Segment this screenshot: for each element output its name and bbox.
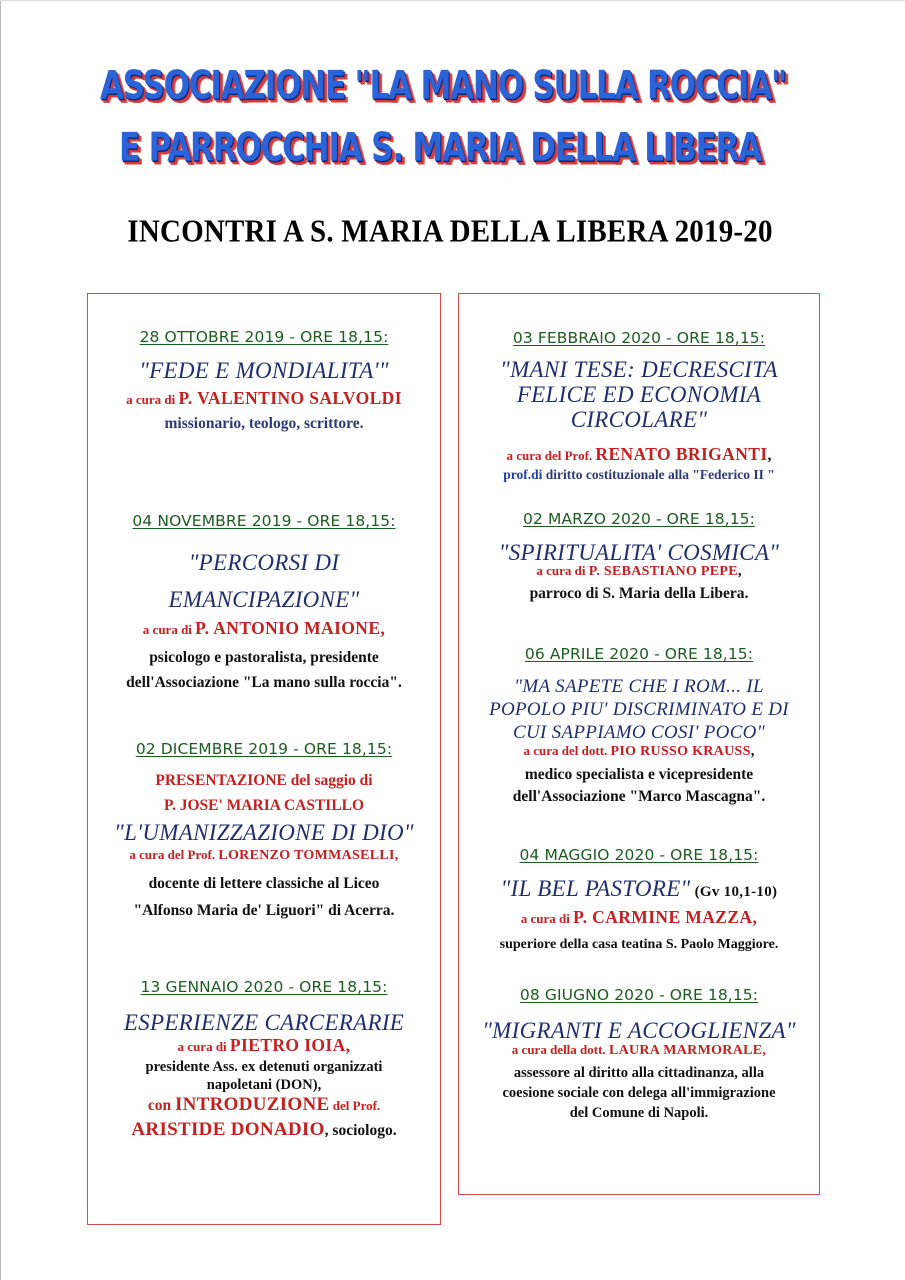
event-date: 02 DICEMBRE 2019 - ORE 18,15:: [135, 740, 393, 758]
event-description: [88, 645, 440, 695]
event-title-line: "MA SAPETE CHE I ROM... IL: [514, 676, 764, 697]
event-may-2020: [459, 846, 819, 957]
header-line-1: ASSOCIAZIONE "LA MANO SULLA ROCCIA": [100, 63, 786, 109]
intro-del: del Prof.: [329, 1098, 381, 1113]
event-date: 04 MAGGIO 2020 - ORE 18,15:: [519, 846, 759, 864]
desc-prof: prof.di: [503, 467, 543, 482]
event-curator: [88, 1035, 440, 1056]
desc-rest: diritto costituzionale alla "Federico II ": [542, 467, 775, 482]
curator-prefix: a cura di: [126, 392, 179, 407]
event-date: 28 OTTOBRE 2019 - ORE 18,15:: [139, 328, 389, 346]
curator-name: P. SEBASTIANO PEPE: [588, 564, 738, 579]
event-curator: [459, 563, 819, 580]
curator-name: RENATO BRIGANTI: [595, 444, 768, 464]
curator-prefix: a cura del Prof.: [129, 847, 219, 862]
intro-tail: , sociologo.: [324, 1122, 397, 1139]
event-nov-2019: [88, 512, 440, 695]
event-title: "FEDE E MONDIALITA'": [139, 358, 389, 383]
event-apr-2020: [459, 645, 819, 808]
event-curator: [88, 388, 440, 409]
curator-name: P. CARMINE MAZZA,: [573, 907, 758, 927]
event-curator: [88, 847, 440, 864]
event-curator: [459, 907, 819, 928]
event-title: ESPERIENZE CARCERARIE: [123, 1010, 405, 1035]
desc-line: dell'Associazione "La mano sulla roccia".: [126, 674, 402, 691]
event-title-line: CIRCOLARE": [570, 407, 708, 432]
book-author: P. JOSE' MARIA CASTILLO: [163, 797, 365, 814]
desc-line: assessore al diritto alla cittadinanza, alla: [513, 1065, 765, 1081]
curator-prefix: a cura di: [177, 1039, 230, 1054]
event-date: 04 NOVEMBRE 2019 - ORE 18,15:: [132, 512, 396, 530]
desc-line: coesione sociale con delega all'immigrazione: [502, 1085, 776, 1101]
event-title-line: CUI SAPPIAMO COSI' POCO": [513, 722, 765, 743]
introduction-line: [88, 1094, 440, 1117]
desc-line: "Alfonso Maria de' Liguori" di Acerra.: [133, 902, 395, 919]
event-date: 06 APRILE 2020 - ORE 18,15:: [524, 645, 754, 663]
event-description: [459, 764, 819, 808]
curator-name: PIO RUSSO KRAUSS: [610, 744, 751, 759]
curator-name: LAURA MARMORALE,: [608, 1043, 767, 1058]
presentation-line: [88, 768, 440, 793]
presentation-rest: del saggio di: [286, 772, 373, 789]
desc-line: docente di lettere classiche al Liceo: [148, 875, 380, 892]
event-title-line: POPOLO PIU' DISCRIMINATO E DI: [489, 699, 789, 720]
intro-name: ARISTIDE DONADIO: [131, 1119, 325, 1140]
desc-line: napoletani (DON),: [206, 1077, 322, 1093]
event-description: parroco di S. Maria della Libera.: [529, 585, 749, 602]
curator-prefix: a cura del dott.: [523, 743, 611, 758]
event-feb-2020: [459, 329, 819, 485]
curator-prefix: a cura di: [142, 622, 196, 637]
page-edge: [0, 0, 1, 1280]
event-date: 02 MARZO 2020 - ORE 18,15:: [523, 510, 755, 528]
event-description: superiore della casa teatina S. Paolo Maggiore.: [499, 937, 779, 952]
event-title: "MIGRANTI E ACCOGLIENZA": [482, 1018, 796, 1043]
curator-tail: ,: [767, 447, 772, 464]
event-title-line: EMANCIPAZIONE": [168, 587, 360, 612]
curator-name: LORENZO TOMMASELLI,: [218, 848, 399, 863]
event-title: [459, 876, 819, 905]
event-title-line: FELICE ED ECONOMIA: [516, 382, 762, 407]
curator-name: PIETRO IOIA,: [229, 1035, 351, 1055]
curator-tail: ,: [750, 743, 755, 759]
curator-prefix: a cura del Prof.: [506, 448, 596, 463]
curator-name: P. ANTONIO MAIONE,: [195, 618, 386, 638]
desc-line: dell'Associazione "Marco Mascagna".: [512, 788, 766, 805]
left-column-box: [87, 293, 441, 1225]
intro-word: INTRODUZIONE: [174, 1094, 330, 1115]
event-date: 03 FEBBRAIO 2020 - ORE 18,15:: [512, 329, 766, 347]
desc-line: del Comune di Napoli.: [569, 1105, 709, 1121]
event-mar-2020: [459, 510, 819, 606]
event-description: [459, 465, 819, 485]
desc-line: medico specialista e vicepresidente: [524, 766, 754, 783]
desc-line: psicologo e pastoralista, presidente: [149, 649, 379, 666]
curator-tail: ,: [737, 563, 742, 579]
event-title-text: "IL BEL PASTORE": [500, 876, 691, 901]
right-column-box: [458, 293, 820, 1195]
curator-prefix: a cura della dott.: [511, 1042, 609, 1057]
event-title: [459, 357, 819, 432]
header-line-2: E PARROCCHIA S. MARIA DELLA LIBERA: [119, 125, 761, 171]
intro-con: con: [147, 1097, 175, 1114]
event-curator: [459, 743, 819, 760]
event-curator: [88, 618, 440, 639]
event-title: [88, 544, 440, 618]
event-date: 13 GENNAIO 2020 - ORE 18,15:: [140, 978, 388, 996]
event-curator: [459, 444, 819, 465]
event-jun-2020: [459, 986, 819, 1123]
gospel-ref: (Gv 10,1-10): [690, 884, 778, 900]
event-title: "L'UMANIZZAZIONE DI DIO": [114, 820, 414, 845]
event-description: [88, 1058, 440, 1094]
event-title-line: "PERCORSI DI: [188, 550, 340, 575]
event-title: [459, 675, 819, 744]
event-title: "SPIRITUALITA' COSMICA": [498, 540, 780, 565]
event-oct-2019: [88, 328, 440, 436]
event-description: missionario, teologo, scrittore.: [164, 415, 364, 432]
page-subtitle: INCONTRI A S. MARIA DELLA LIBERA 2019-20: [127, 214, 773, 250]
event-description: [88, 870, 440, 924]
event-description: [459, 1063, 819, 1123]
event-title-line: "MANI TESE: DECRESCITA: [500, 357, 778, 382]
presentation-word: PRESENTAZIONE: [155, 772, 287, 789]
curator-name: P. VALENTINO SALVOLDI: [178, 388, 402, 408]
event-date: 08 GIUGNO 2020 - ORE 18,15:: [519, 986, 759, 1004]
desc-line: presidente Ass. ex detenuti organizzati: [145, 1059, 383, 1075]
event-jan-2020: [88, 978, 440, 1144]
event-dec-2019: [88, 740, 440, 924]
curator-prefix: a cura di: [520, 911, 574, 926]
curator-prefix: a cura di: [536, 563, 589, 578]
intro-speaker: [88, 1117, 440, 1144]
page-edge-top: [0, 0, 905, 1]
event-curator: [459, 1042, 819, 1059]
